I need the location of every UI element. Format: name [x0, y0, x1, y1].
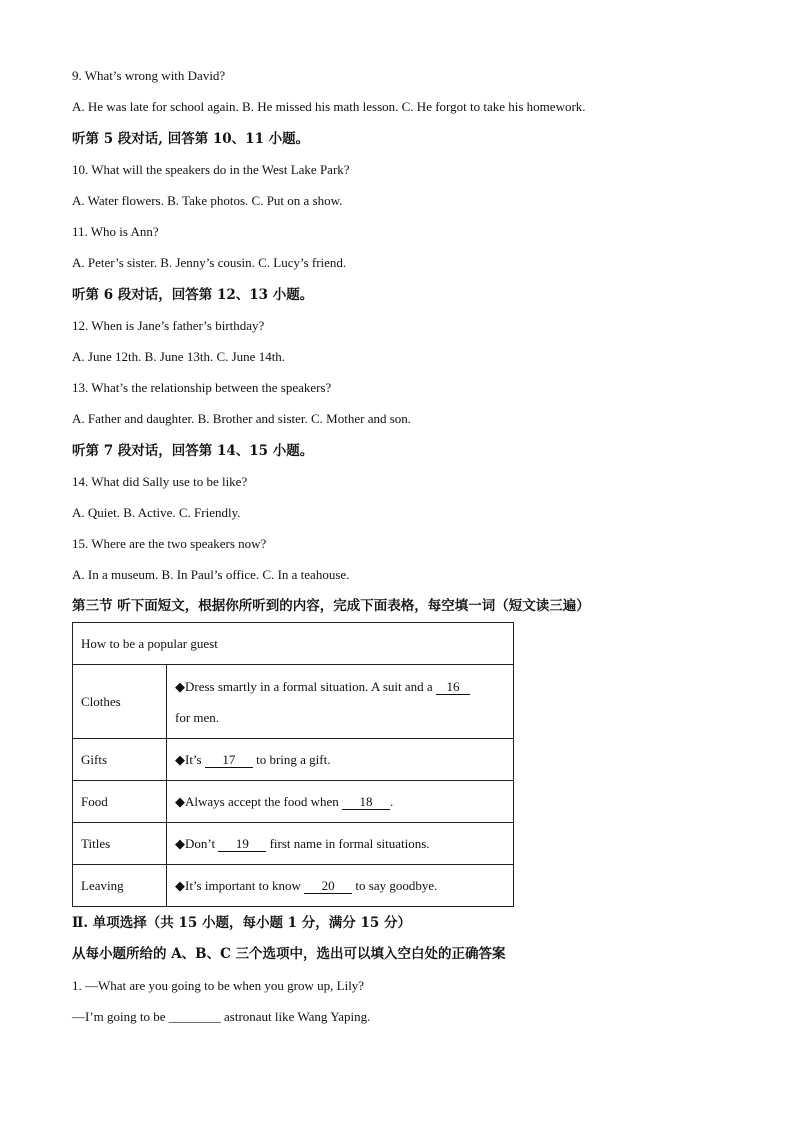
q9-question: 9. What’s wrong with David?	[72, 68, 226, 83]
part-2-title: Ⅱ. 单项选择（共 15 小题，每小题 1 分，满分 15 分）	[72, 915, 411, 931]
row-text: ◆Always accept the food when	[175, 793, 343, 809]
guest-table	[72, 622, 514, 907]
answer-blank[interactable]: 17	[205, 753, 253, 768]
q12-options: A. June 12th. B. June 13th. C. June 14th.	[72, 349, 286, 364]
answer-blank[interactable]: 19	[218, 837, 266, 852]
table-title: How to be a popular guest	[73, 623, 514, 665]
row-label: Leaving	[73, 865, 167, 907]
table-row	[73, 739, 514, 781]
table-title-row	[73, 623, 514, 665]
mc1-answer-line: —I’m going to be ________ astronaut like Wang Yaping.	[72, 1009, 371, 1024]
q13-question: 13. What’s the relationship between the speakers?	[72, 380, 332, 395]
table-row	[73, 823, 514, 865]
answer-blank[interactable]: 18	[342, 795, 390, 810]
q10-question: 10. What will the speakers do in the West Lake Park?	[72, 162, 350, 177]
row-text: ◆It’s important to know	[175, 877, 305, 893]
section-heading-6: 听第 6 段对话，回答第 12、13 小题。	[72, 287, 314, 303]
q13-options: A. Father and daughter. B. Brother and sister. C. Mother and son.	[72, 411, 412, 426]
row-text: ◆It’s	[175, 751, 205, 767]
q12-question: 12. When is Jane’s father’s birthday?	[72, 318, 265, 333]
row-text: .	[390, 793, 394, 809]
row-content	[167, 865, 514, 907]
q11-question: 11. Who is Ann?	[72, 224, 159, 239]
q14-options: A. Quiet. B. Active. C. Friendly.	[72, 505, 241, 520]
table-row	[73, 781, 514, 823]
section-3-heading: 第三节 听下面短文，根据你所听到的内容，完成下面表格，每空填一词（短文读三遍）	[72, 598, 590, 614]
row-text: to say goodbye.	[352, 877, 438, 893]
section-heading-5: 听第 5 段对话, 回答第 10、11 小题。	[72, 131, 310, 147]
q11-options: A. Peter’s sister. B. Jenny’s cousin. C. Lucy’s friend.	[72, 255, 347, 270]
row-content	[167, 823, 514, 865]
q10-options: A. Water flowers. B. Take photos. C. Put on a show.	[72, 193, 343, 208]
answer-blank[interactable]: 16	[436, 680, 470, 695]
table-row	[73, 865, 514, 907]
row-text: ◆Dress smartly in a formal situation. A suit and a	[175, 678, 436, 694]
row-label: Food	[73, 781, 167, 823]
row-content	[167, 739, 514, 781]
answer-blank[interactable]: 20	[304, 879, 352, 894]
mc1-question: 1. —What are you going to be when you grow up, Lily?	[72, 978, 365, 993]
q15-question: 15. Where are the two speakers now?	[72, 536, 267, 551]
row-label: Clothes	[73, 665, 167, 739]
q15-options: A. In a museum. B. In Paul’s office. C. In a teahouse.	[72, 567, 350, 582]
part-2-instructions: 从每小题所给的 A、B、C 三个选项中，选出可以填入空白处的正确答案	[72, 946, 506, 962]
table-row	[73, 665, 514, 739]
row-content	[167, 781, 514, 823]
row-label: Gifts	[73, 739, 167, 781]
row-text: to bring a gift.	[252, 751, 331, 767]
row-text-continued: for men.	[175, 709, 220, 725]
q9-options: A. He was late for school again. B. He missed his math lesson. C. He forgot to take his homework.	[72, 99, 586, 114]
row-label: Titles	[73, 823, 167, 865]
row-text: first name in formal situations.	[266, 835, 430, 851]
row-text: ◆Don’t	[175, 835, 219, 851]
q14-question: 14. What did Sally use to be like?	[72, 474, 248, 489]
section-heading-7: 听第 7 段对话，回答第 14、15 小题。	[72, 443, 314, 459]
row-content	[167, 665, 514, 739]
